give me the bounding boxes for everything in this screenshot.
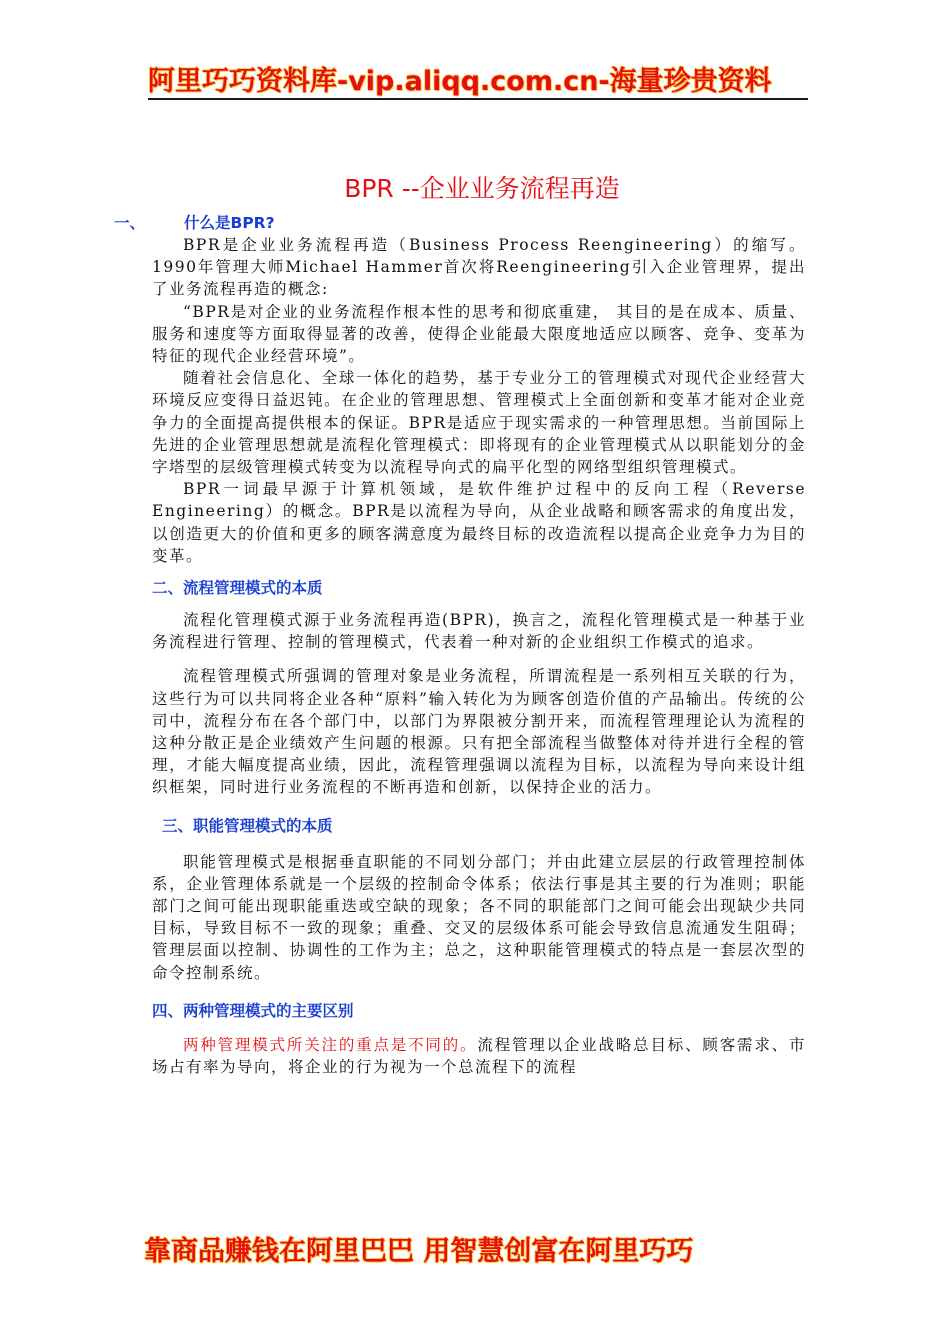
section-4-text: 流程管理以企业战略总目标、顾客需求、市场占有率为导向，将企业的行为视为一个总流程下的流程 [152, 1035, 806, 1077]
section-1-paragraph-4: BPR一词最早源于计算机领域，是软件维护过程中的反向工程（Reverse Engineering）的概念。BPR是以流程为导向，从企业战略和顾客需求的角度出发，以创造更大的价值和更多的顾客满意度为最终目标的改造流程以提高企业竞争力为目的变革。 [152, 480, 806, 565]
section-3-paragraph-1: 职能管理模式是根据垂直职能的不同划分部门；并由此建立层层的行政管理控制体系，企业管理体系就是一个层级的控制命令体系；依法行事是其主要的行为准则；职能部门之间可能出现职能重迭或空缺的现象；各不同的职能部门之间可能会出现缺少共同目标，导致目标不一致的现象；重叠、交叉的层级体系可能会导致信息流通发生阻碍；管理层面以控制、协调性的工作为主；总之，这种职能管理模式的特点是一套层次型的命令控制系统。 [152, 852, 806, 982]
section-1-title: 什么是BPR? [184, 214, 275, 232]
section-1-paragraph-2: “BPR是对企业的业务流程作根本性的思考和彻底重建， 其目的是在成本、质量、服务和速度等方面取得显著的改善，使得企业能最大限度地适应以顾客、竞争、变革为特征的现代企业经营环境”。 [152, 302, 806, 366]
document-body [114, 212, 806, 1078]
header-rule [148, 98, 808, 100]
section-1-heading [114, 212, 806, 234]
footer-banner: 靠商品赚钱在阿里巴巴 用智慧创富在阿里巧巧 [144, 1236, 694, 1267]
section-2-paragraph-1: 流程化管理模式源于业务流程再造(BPR)，换言之，流程化管理模式是一种基于业务流程进行管理、控制的管理模式，代表着一种对新的企业组织工作模式的追求。 [152, 611, 806, 652]
section-2-paragraph-2: 流程管理模式所强调的管理对象是业务流程，所谓流程是一系列相互关联的行为，这些行为可以共同将企业各种“原料”输入转化为为顾客创造价值的产品输出。传统的公司中，流程分布在各个部门中，以部门为界限被分割开来，而流程管理理论认为流程的这种分散正是企业绩效产生问题的根源。只有把全部流程当做整体对待并进行全程的管理，才能大幅度提高业绩，因此，流程管理强调以流程为目标，以流程为导向来设计组织框架，同时进行业务流程的不断再造和创新，以保持企业的活力。 [152, 667, 806, 797]
section-3-heading: 三、职能管理模式的本质 [162, 816, 333, 835]
section-2-heading: 二、流程管理模式的本质 [152, 579, 323, 598]
section-1-paragraph-1: BPR是企业业务流程再造（Business Process Reengineering）的缩写。1990年管理大师Michael Hammer首次将Reengineering引入企业管理界，提出了业务流程再造的概念: [152, 236, 806, 299]
section-1-paragraph-3: 随着社会信息化、全球一体化的趋势，基于专业分工的管理模式对现代企业经营大环境反应变得日益迟钝。在企业的管理思想、管理模式上全面创新和变革才能对企业竞争力的全面提高提供根本的保证。BPR是适应于现实需求的一种管理思想。当前国际上先进的企业管理思想就是流程化管理模式：即将现有的企业管理模式从以职能划分的金字塔型的层级管理模式转变为以流程导向式的扁平化型的网络型组织管理模式。 [152, 369, 806, 477]
section-4-emphasis: 两种管理模式所关注的重点是不同的。 [183, 1035, 478, 1054]
document-title: BPR --企业业务流程再造 [344, 174, 620, 203]
header-banner: 阿里巧巧资料库-vip.aliqq.com.cn-海量珍贵资料 [148, 66, 772, 97]
section-4-heading: 四、两种管理模式的主要区别 [152, 1001, 354, 1020]
section-1-number: 一、 [114, 214, 146, 232]
section-4-paragraph-1 [152, 1034, 806, 1078]
